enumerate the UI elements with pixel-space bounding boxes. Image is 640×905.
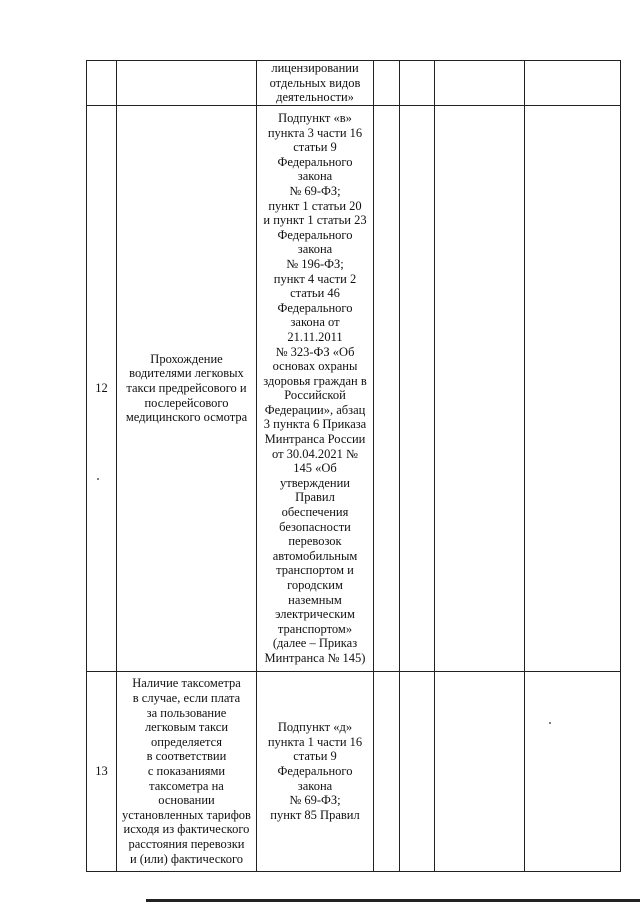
legal-basis-text: Подпункт «д» пункта 1 части 16 статьи 9 Федерального закона № 69-ФЗ; пункт 85 Правил [267,720,363,822]
legal-basis-text: лицензировании отдельных видов деятельности» [269,61,361,105]
empty-cell [525,61,621,106]
legal-basis-cell [257,671,374,871]
requirement-cell [117,61,257,106]
scan-speck [97,478,99,480]
empty-cell [435,61,525,106]
legal-basis-text: Подпункт «в» пункта 3 части 16 статьи 9 Федерального закона № 69-ФЗ; пункт 1 статьи 20 и пункт 1 статьи 23 Федерального закона № 196-ФЗ; пункт 4 части 2 статьи 46 Федерального закона от 21.11.2011 № 323-ФЗ «Об основах охраны здоровья граждан в Российской Федерации», абзац 3 пункта 6 Приказа Минтранса России от 30.04.2021 № 145 «Об утверждении Правил обеспечения безопасности перевозок автомобильным транспортом и городским наземным электрическим транспортом» (далее – Приказ Минтранса № 145) [263,111,367,665]
empty-cell [525,105,621,671]
requirement-text: Наличие таксометра в случае, если плата за пользование легковым такси определяется в соответствии с показаниями таксометра на основании установленных тарифов исходя из фактического расстояния перевозки и (или) фактического [122,676,251,866]
requirement-text: Прохождение водителями легковых такси предрейсового и послерейсового медицинского осмотра [125,351,248,425]
empty-cell [374,61,400,106]
empty-cell [400,105,435,671]
table-row [87,61,621,106]
empty-cell [435,671,525,871]
empty-cell [400,61,435,106]
requirement-cell [117,105,257,671]
empty-cell [374,671,400,871]
empty-cell [435,105,525,671]
requirements-table [86,60,621,872]
empty-cell [374,105,400,671]
requirement-cell [117,671,257,871]
table-row [87,671,621,871]
empty-cell [525,671,621,871]
row-number-cell: 13 [87,671,117,871]
legal-basis-cell [257,61,374,106]
legal-basis-cell [257,105,374,671]
table-row [87,105,621,671]
scan-speck [549,722,551,724]
row-number-cell: 12 [87,105,117,671]
row-number-cell [87,61,117,106]
empty-cell [400,671,435,871]
bottom-scan-edge [146,899,640,902]
